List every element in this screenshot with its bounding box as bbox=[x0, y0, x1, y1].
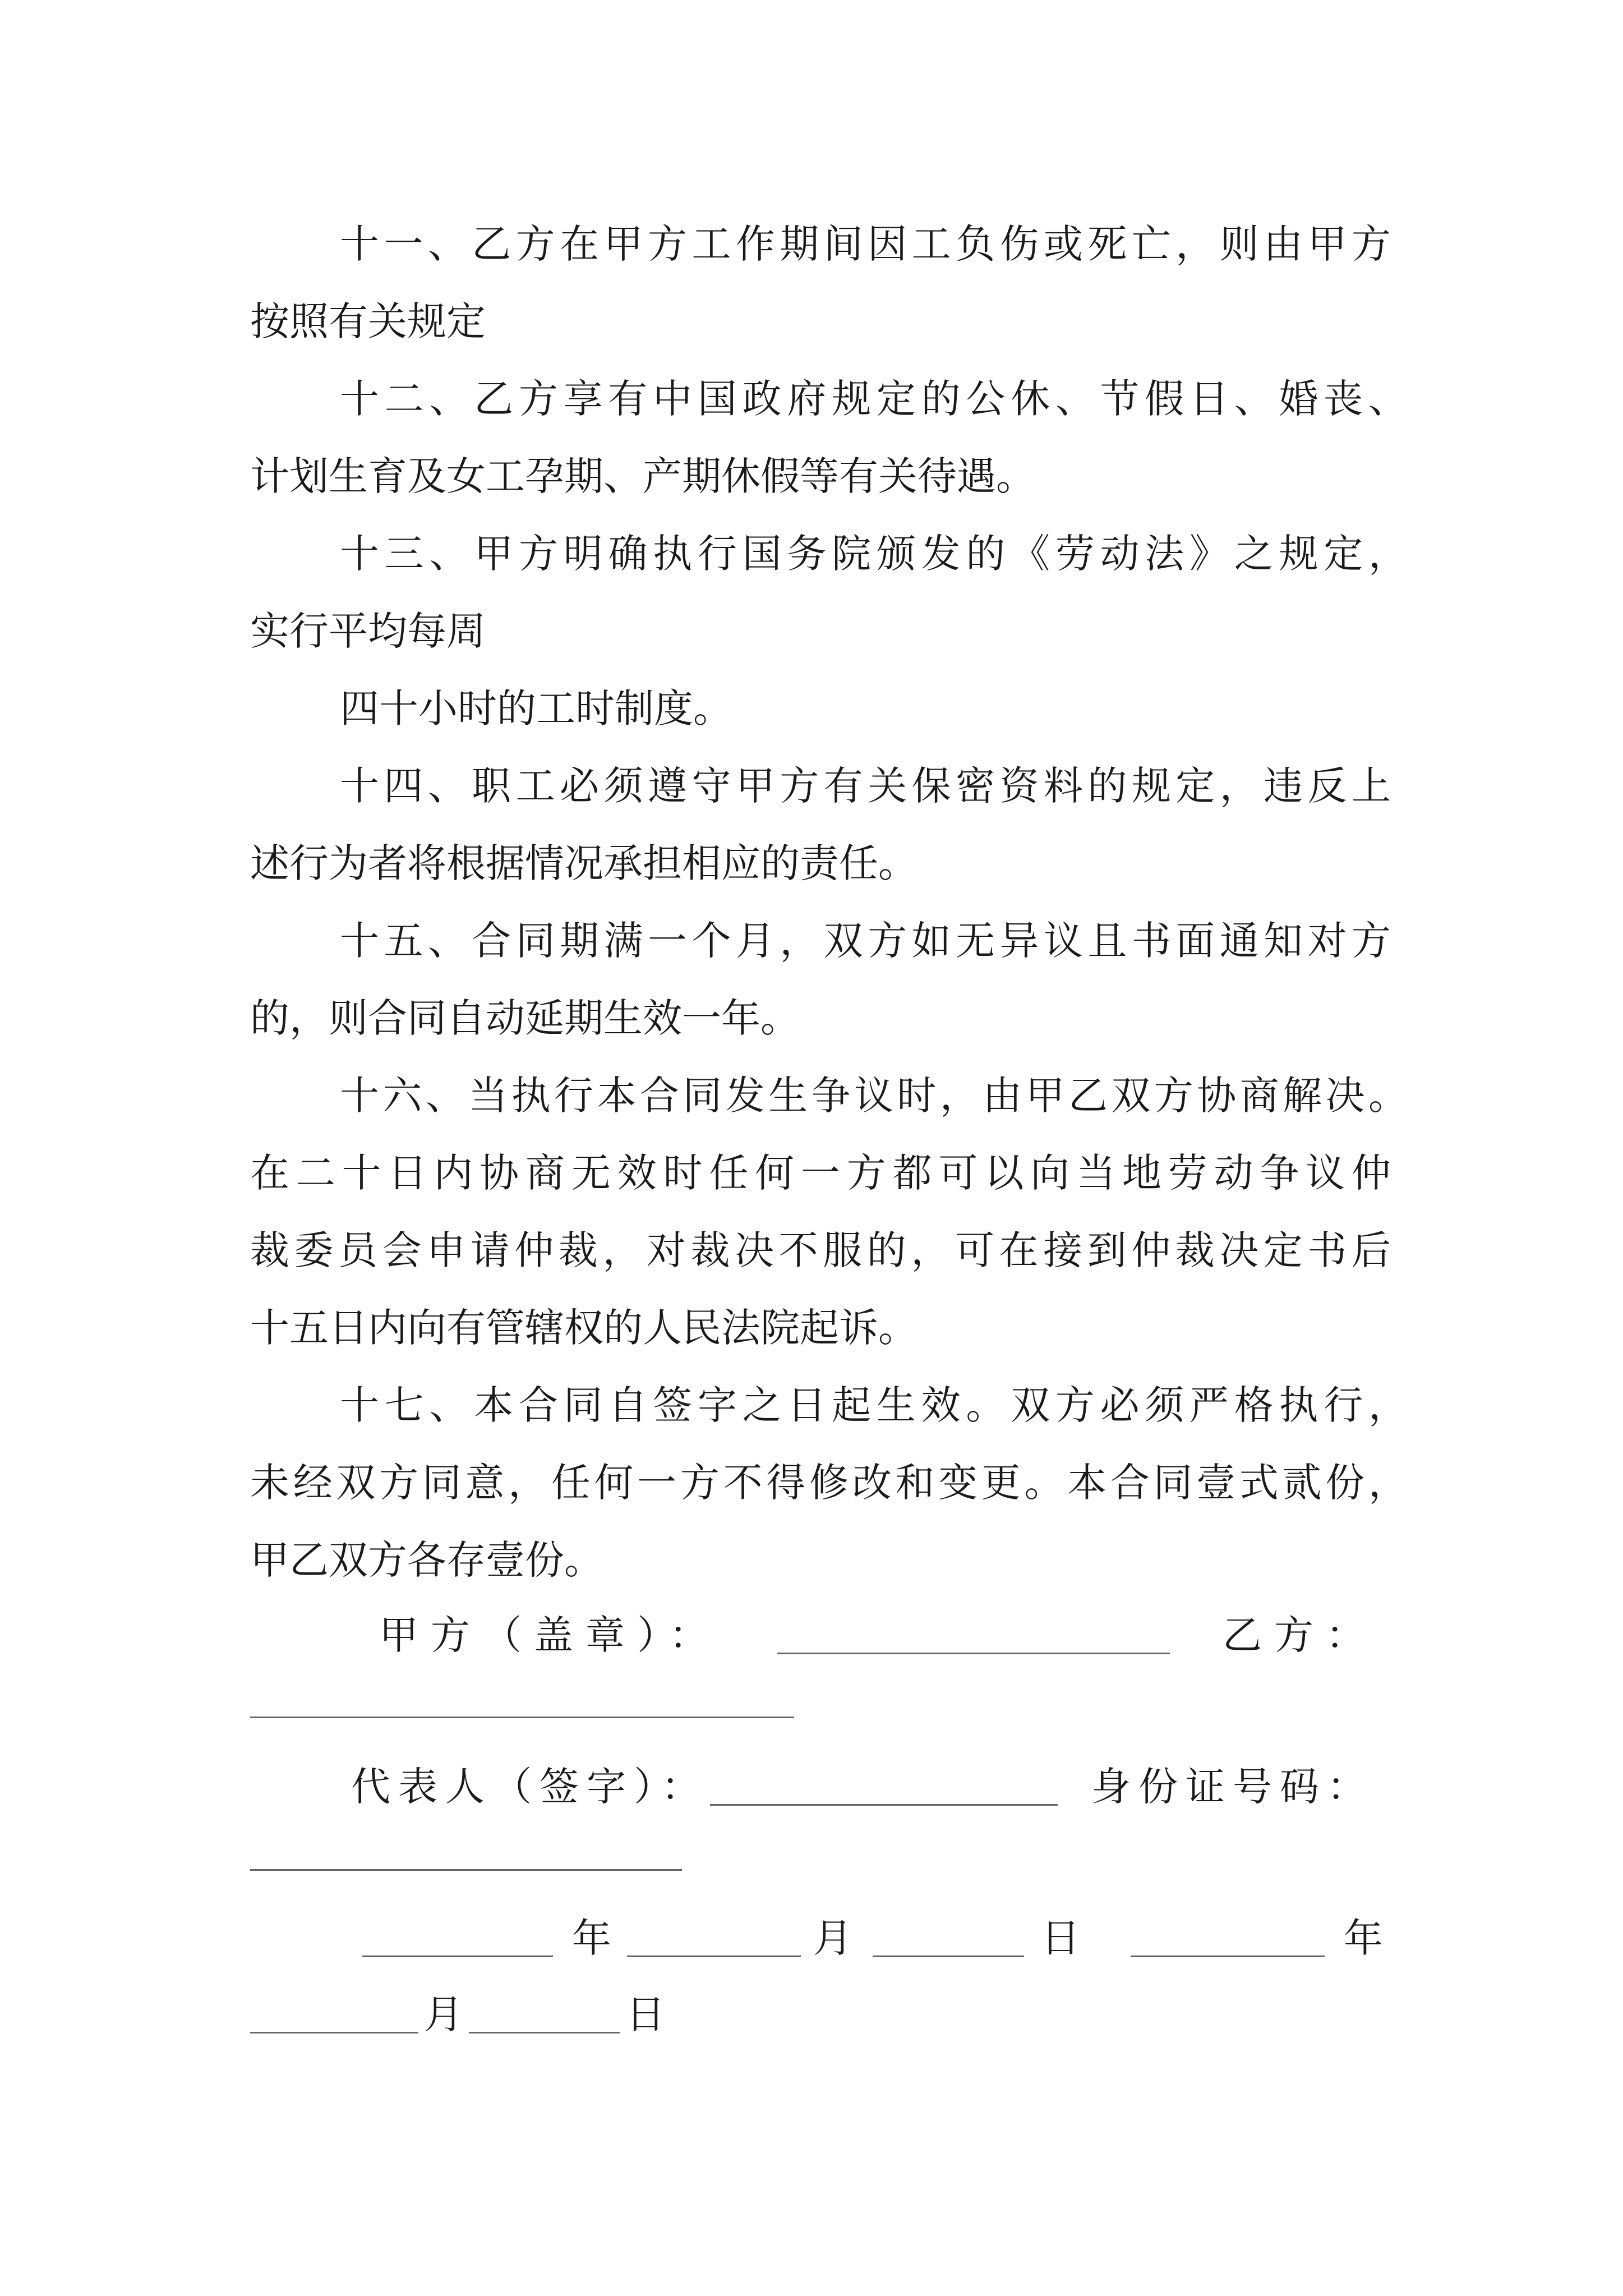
clause-13-line-1: 十三、甲方明确执行国务院颁发的《劳动法》之规定， bbox=[340, 531, 1408, 577]
clause-14-line-2: 述行为者将根据情况承担相应的责任。 bbox=[250, 840, 917, 886]
date-a-day-label: 日 bbox=[1041, 1915, 1080, 1961]
date-b-month-blank[interactable] bbox=[250, 2032, 418, 2033]
clause-14-line-1: 十四、职工必须遵守甲方有关保密资料的规定，违反上 bbox=[340, 763, 1391, 809]
clause-17-line-3: 甲乙双方各存壹份。 bbox=[250, 1537, 603, 1583]
id-number-blank[interactable] bbox=[250, 1869, 682, 1871]
date-a-month-label: 月 bbox=[813, 1915, 852, 1961]
date-b-day-blank[interactable] bbox=[469, 2032, 620, 2033]
party-b-blank[interactable] bbox=[250, 1717, 794, 1718]
date-b-year-blank[interactable] bbox=[1131, 1955, 1325, 1957]
party-b-label: 乙方： bbox=[1223, 1612, 1377, 1658]
representative-label: 代表人（签字）： bbox=[351, 1764, 708, 1810]
clause-13-line-2: 实行平均每周 bbox=[250, 608, 486, 654]
clause-17-line-2: 未经双方同意，任何一方不得修改和变更。本合同壹式贰份， bbox=[250, 1460, 1408, 1506]
clause-11-line-2: 按照有关规定 bbox=[250, 298, 486, 344]
clause-15-line-1: 十五、合同期满一个月，双方如无异议且书面通知对方 bbox=[340, 918, 1391, 964]
clause-17-line-1: 十七、本合同自签字之日起生效。双方必须严格执行， bbox=[340, 1382, 1408, 1428]
clause-11-line-1: 十一、乙方在甲方工作期间因工负伤或死亡，则由甲方 bbox=[340, 221, 1391, 267]
date-a-year-label: 年 bbox=[572, 1915, 611, 1961]
party-a-label: 甲方（盖章）： bbox=[379, 1612, 721, 1658]
date-b-day-label: 日 bbox=[626, 1991, 665, 2037]
clause-12-line-2: 计划生育及女工孕期、产期休假等有关待遇。 bbox=[250, 453, 1035, 499]
date-a-day-blank[interactable] bbox=[873, 1955, 1024, 1957]
clause-13-line-3: 四十小时的工时制度。 bbox=[340, 685, 732, 731]
clause-16-line-1: 十六、当执行本合同发生争议时，由甲乙双方协商解决。 bbox=[340, 1073, 1408, 1119]
date-a-year-blank[interactable] bbox=[362, 1955, 553, 1957]
date-a-month-blank[interactable] bbox=[627, 1955, 801, 1957]
clause-16-line-3: 裁委员会申请仲裁，对裁决不服的，可在接到仲裁决定书后 bbox=[250, 1227, 1391, 1273]
id-number-label: 身份证号码： bbox=[1091, 1764, 1374, 1810]
clause-16-line-4: 十五日内向有管辖权的人民法院起诉。 bbox=[250, 1305, 917, 1351]
party-a-blank[interactable] bbox=[777, 1653, 1170, 1654]
date-b-year-label: 年 bbox=[1344, 1915, 1383, 1961]
date-b-month-label: 月 bbox=[424, 1991, 463, 2037]
representative-blank[interactable] bbox=[710, 1804, 1058, 1806]
clause-16-line-2: 在二十日内协商无效时任何一方都可以向当地劳动争议仲 bbox=[250, 1150, 1391, 1196]
clause-12-line-1: 十二、乙方享有中国政府规定的公休、节假日、婚丧、 bbox=[340, 376, 1408, 422]
clause-15-line-2: 的，则合同自动延期生效一年。 bbox=[250, 995, 800, 1041]
